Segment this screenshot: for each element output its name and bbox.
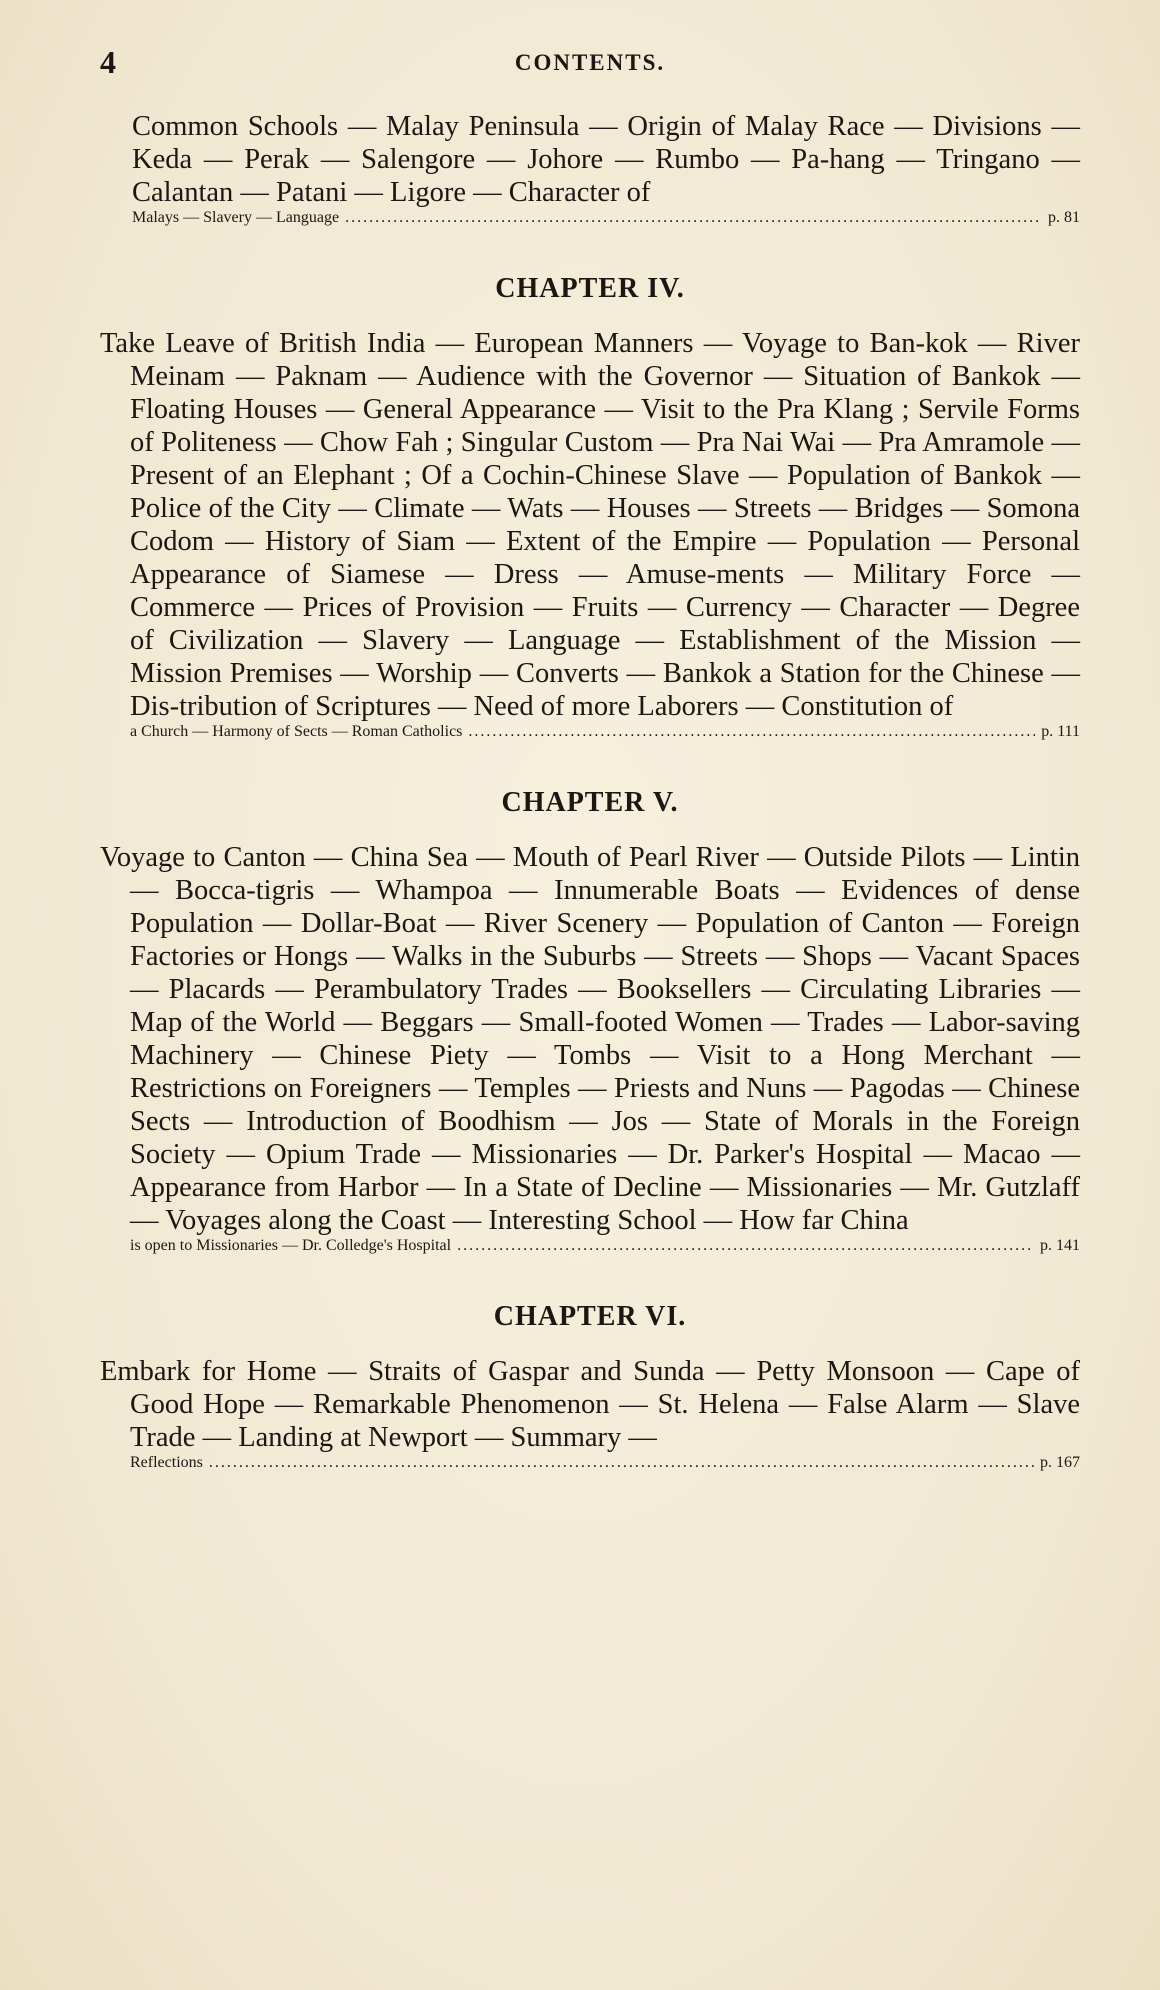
dot-leader [345, 209, 1042, 227]
running-head: CONTENTS. [514, 50, 666, 75]
toc-leader-line [100, 1237, 1080, 1255]
chapter-summary-last-line: a Church — Harmony of Sects — Roman Catholics [130, 723, 463, 740]
chapter-iv-section [100, 273, 1080, 741]
page-number: 4 [100, 44, 116, 80]
page-reference: p. 81 [1048, 209, 1080, 226]
chapter-v-section [100, 787, 1080, 1255]
toc-leader-line [100, 723, 1080, 741]
page-reference: p. 167 [1040, 1454, 1080, 1471]
page-reference: p. 111 [1041, 723, 1080, 740]
toc-leader-line [100, 1454, 1080, 1472]
dot-leader [468, 723, 1035, 741]
table-of-contents [100, 110, 1080, 1472]
page-header [100, 44, 1080, 84]
dot-leader [457, 1237, 1034, 1255]
dot-leader [209, 1454, 1034, 1472]
toc-leader-line [100, 209, 1080, 227]
chapter-summary-text: Embark for Home — Straits of Gaspar and Sunda — Petty Monsoon — Cape of Good Hope — Remarkable Phenomenon — St. Helena — False Alarm — Slave Trade — Landing at Newport — Summary — [100, 1356, 1080, 1453]
chapter-iii-continuation [100, 110, 1080, 227]
chapter-summary-last-line: Reflections [130, 1454, 203, 1471]
chapter-summary-text: Take Leave of British India — European Manners — Voyage to Ban-kok — River Meinam — Paknam — Audience with the Governor — Situation of Bankok — Floating Houses — General Appearance — Visit to the Pra Klang ; Servile Forms of Politeness — Chow Fah ; Singular Custom — Pra Nai Wai — Pra Amramole — Present of an Elephant ; Of a Cochin-Chinese Slave — Population of Bankok — Police of the City — Climate — Wats — Houses — Streets — Bridges — Somona Codom — History of Siam — Extent of the Empire — Population — Personal Appearance of Siamese — Dress — Amuse-ments — Military Force — Commerce — Prices of Provision — Fruits — Currency — Character — Degree of Civilization — Slavery — Language — Establishment of the Mission — Mission Premises — Worship — Converts — Bankok a Station for the Chinese — Dis-tribution of Scriptures — Need of more Laborers — Constitution of [100, 328, 1080, 722]
chapter-heading: CHAPTER V. [501, 787, 679, 818]
chapter-summary-last-line: is open to Missionaries — Dr. Colledge's Hospital [130, 1237, 452, 1254]
chapter-summary-last-line: Malays — Slavery — Language [132, 209, 340, 226]
chapter-vi-section [100, 1301, 1080, 1472]
chapter-summary-text: Common Schools — Malay Peninsula — Origin of Malay Race — Divisions — Keda — Perak — Salengore — Johore — Rumbo — Pa-hang — Tringano — Calantan — Patani — Ligore — Character of [132, 111, 1080, 208]
chapter-summary-text: Voyage to Canton — China Sea — Mouth of Pearl River — Outside Pilots — Lintin — Bocca-tigris — Whampoa — Innumerable Boats — Evidences of dense Population — Dollar-Boat — River Scenery — Population of Canton — Foreign Factories or Hongs — Walks in the Suburbs — Streets — Shops — Vacant Spaces — Placards — Perambulatory Trades — Booksellers — Circulating Libraries — Map of the World — Beggars — Small-footed Women — Trades — Labor-saving Machinery — Chinese Piety — Tombs — Visit to a Hong Merchant — Restrictions on Foreigners — Temples — Priests and Nuns — Pagodas — Chinese Sects — Introduction of Boodhism — Jos — State of Morals in the Foreign Society — Opium Trade — Missionaries — Dr. Parker's Hospital — Macao — Appearance from Harbor — In a State of Decline — Missionaries — Mr. Gutzlaff — Voyages along the Coast — Interesting School — How far China [100, 842, 1080, 1236]
chapter-heading: CHAPTER VI. [493, 1301, 687, 1332]
page-reference: p. 141 [1040, 1237, 1080, 1254]
chapter-heading: CHAPTER IV. [495, 273, 685, 304]
